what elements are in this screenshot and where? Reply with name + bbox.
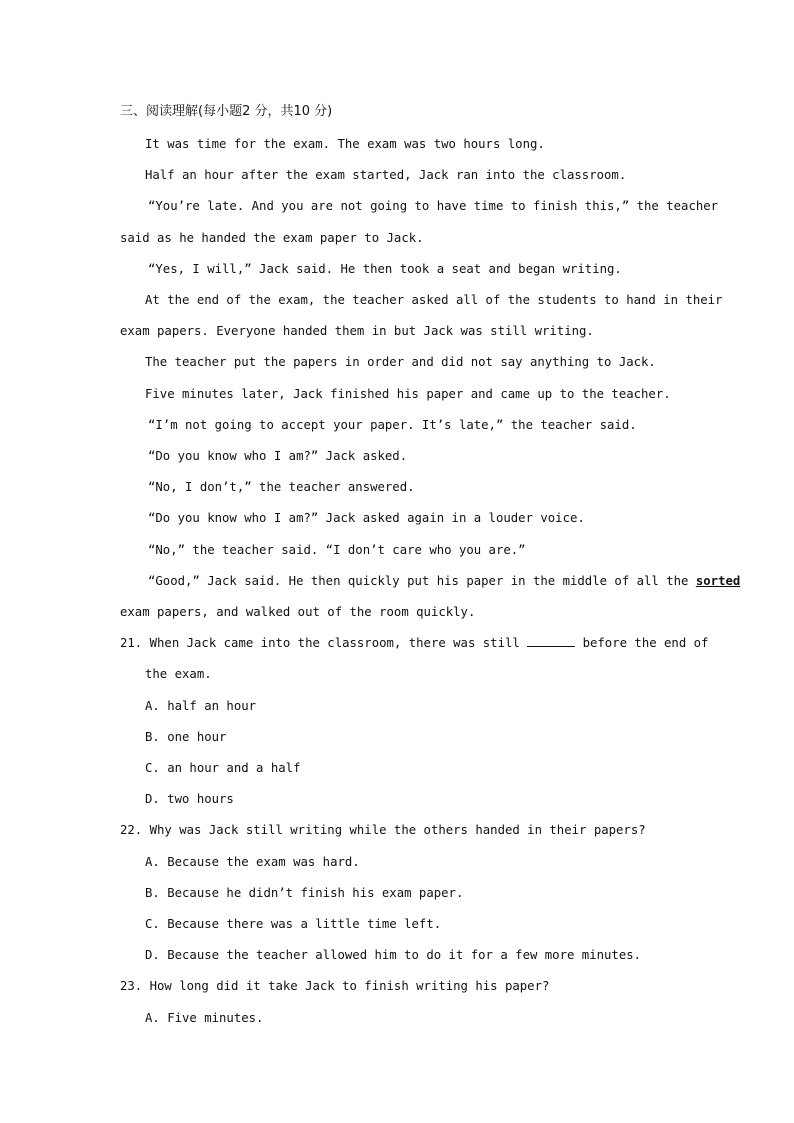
- option-a: A. Because the exam was hard.: [145, 855, 360, 869]
- option-b: B. one hour: [145, 730, 227, 744]
- option-b: B. Because he didn’t finish his exam paper.: [145, 886, 464, 900]
- passage-paragraph: “Yes, I will,” Jack said. He then took a seat and began writing.: [148, 262, 622, 276]
- question-22-stem: 22. Why was Jack still writing while the others handed in their papers?: [120, 823, 646, 837]
- passage-paragraph: [148, 573, 740, 589]
- passage-paragraph-continuation: said as he handed the exam paper to Jack.: [120, 231, 424, 245]
- passage-paragraph: “You’re late. And you are not going to have time to finish this,” the teacher: [148, 199, 719, 213]
- passage-paragraph: “I’m not going to accept your paper. It’s late,” the teacher said.: [148, 418, 637, 432]
- option-d: D. two hours: [145, 792, 234, 806]
- passage-paragraph: At the end of the exam, the teacher asked all of the students to hand in their: [145, 293, 723, 307]
- option-d: D. Because the teacher allowed him to do it for a few more minutes.: [145, 948, 642, 962]
- passage-paragraph: The teacher put the papers in order and did not say anything to Jack.: [145, 355, 656, 369]
- section-heading: 三、阅读理解(每小题2 分，共10 分): [120, 104, 333, 119]
- passage-text: “Good,” Jack said. He then quickly put his paper in the middle of all the: [148, 574, 696, 588]
- question-text: before the end of: [575, 636, 709, 650]
- option-a: A. Five minutes.: [145, 1011, 264, 1025]
- question-text: 21. When Jack came into the classroom, there was still: [120, 636, 528, 650]
- passage-paragraph: “Do you know who I am?” Jack asked again in a louder voice.: [148, 511, 585, 525]
- passage-paragraph: It was time for the exam. The exam was two hours long.: [145, 137, 545, 151]
- question-21-stem: [120, 635, 708, 651]
- passage-paragraph: “No, I don’t,” the teacher answered.: [148, 480, 415, 494]
- answer-blank: [527, 636, 575, 647]
- passage-paragraph: Five minutes later, Jack finished his paper and came up to the teacher.: [145, 387, 671, 401]
- keyword-sorted: sorted: [695, 574, 741, 588]
- question-23-stem: 23. How long did it take Jack to finish writing his paper?: [120, 979, 550, 993]
- passage-paragraph: “No,” the teacher said. “I don’t care who you are.”: [148, 543, 526, 557]
- passage-paragraph: Half an hour after the exam started, Jack ran into the classroom.: [145, 168, 627, 182]
- passage-paragraph: “Do you know who I am?” Jack asked.: [148, 449, 408, 463]
- question-21-stem-continuation: the exam.: [145, 667, 212, 681]
- passage-paragraph-continuation: exam papers. Everyone handed them in but Jack was still writing.: [120, 324, 594, 338]
- option-c: C. Because there was a little time left.: [145, 917, 442, 931]
- option-c: C. an hour and a half: [145, 761, 301, 775]
- option-a: A. half an hour: [145, 699, 257, 713]
- passage-paragraph-continuation: exam papers, and walked out of the room quickly.: [120, 605, 476, 619]
